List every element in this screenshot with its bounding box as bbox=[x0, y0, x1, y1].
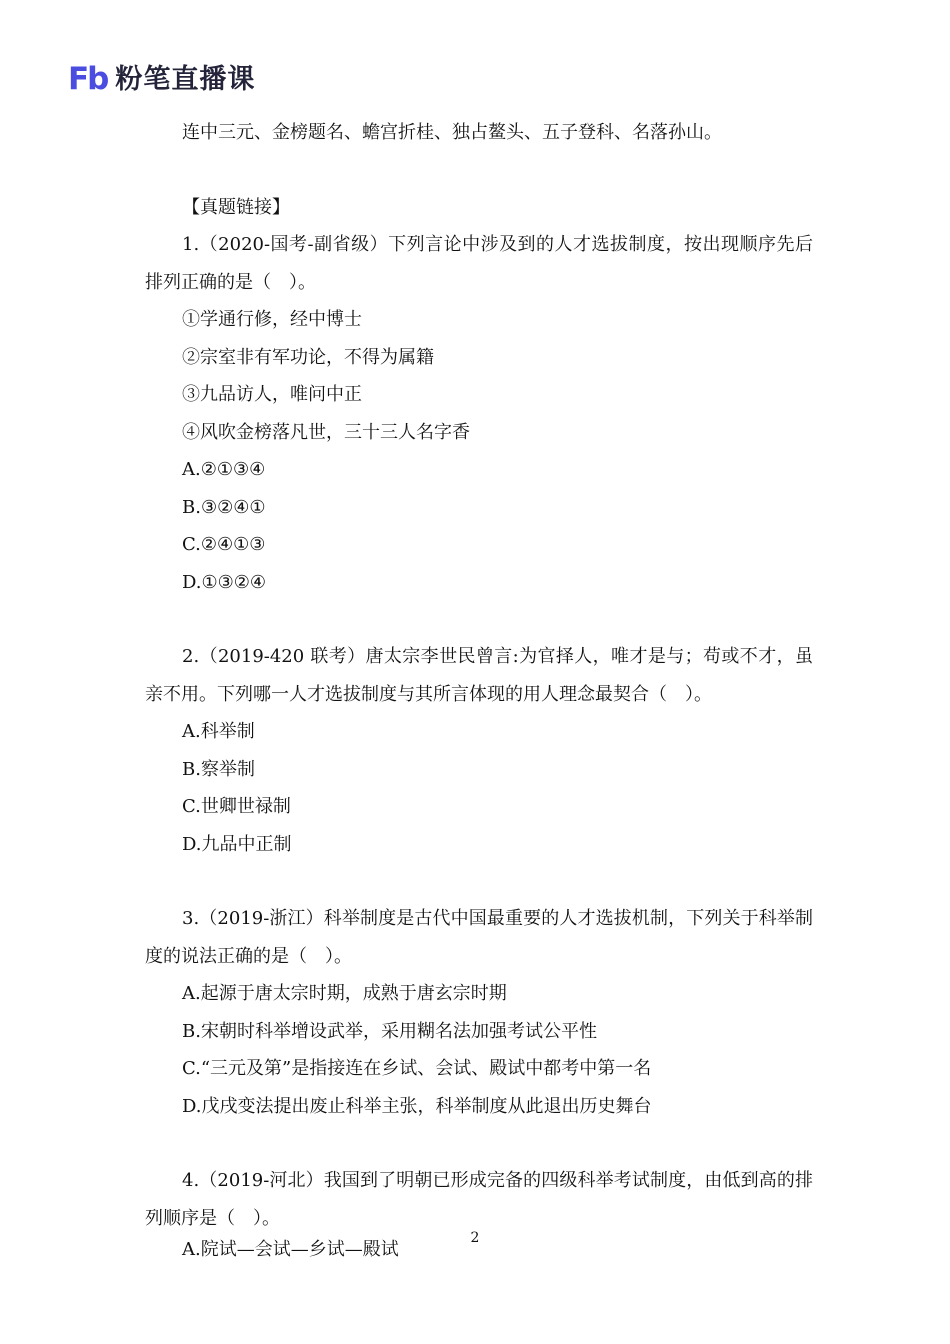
question-3-option: D.戊戌变法提出废止科举主张，科举制度从此退出历史舞台 bbox=[182, 1095, 652, 1117]
question-1-stem: 1.（2020-国考-副省级）下列言论中涉及到的人才选拔制度，按出现顺序先后排列正确的是（ ）。 bbox=[145, 234, 813, 293]
question-2-option: D.九品中正制 bbox=[182, 833, 292, 855]
question-1-statement: ②宗室非有军功论，不得为属籍 bbox=[182, 346, 434, 368]
question-2-option: C.世卿世禄制 bbox=[182, 796, 291, 817]
section-title: 【真题链接】 bbox=[182, 196, 290, 218]
question-2-option: B.察举制 bbox=[182, 758, 255, 780]
brand-name: 粉笔直播课 bbox=[115, 63, 256, 95]
question-3-option: B.宋朝时科举增设武举，采用糊名法加强考试公平性 bbox=[182, 1020, 597, 1042]
document-body bbox=[145, 114, 813, 1269]
question-1-statement: ③九品访人，唯问中正 bbox=[182, 384, 362, 405]
intro-line: 连中三元、金榜题名、蟾宫折桂、独占鳌头、五子登科、名落孙山。 bbox=[182, 122, 722, 143]
question-3-stem: 3.（2019-浙江）科举制度是古代中国最重要的人才选拔机制，下列关于科举制度的说法正确的是（ ）。 bbox=[145, 908, 813, 967]
question-3-option: A.起源于唐太宗时期，成熟于唐玄宗时期 bbox=[182, 983, 507, 1004]
question-4-stem: 4.（2019-河北）我国到了明朝已形成完备的四级科举考试制度，由低到高的排列顺序是（ ）。 bbox=[145, 1170, 813, 1229]
question-2-stem: 2.（2019-420 联考）唐太宗李世民曾言:为官择人，唯才是与；苟或不才，虽亲不用。下列哪一人才选拔制度与其所言体现的用人理念最契合（ ）。 bbox=[145, 646, 813, 705]
page-number: 2 bbox=[470, 1230, 480, 1246]
question-1-option: C.②④①③ bbox=[182, 534, 266, 555]
fb-logo-icon: Fb bbox=[68, 60, 108, 97]
question-3-option: C.“三元及第”是指接连在乡试、会试、殿试中都考中第一名 bbox=[182, 1058, 652, 1079]
question-1-option: B.③②④① bbox=[182, 496, 266, 518]
question-2-option: A.科举制 bbox=[182, 721, 255, 742]
question-1-statement: ①学通行修，经中博士 bbox=[182, 309, 362, 330]
question-1-statement: ④风吹金榜落凡世，三十三人名字香 bbox=[182, 421, 470, 443]
question-4-option: A.院试—会试—乡试—殿试 bbox=[182, 1239, 399, 1260]
question-1-option: A.②①③④ bbox=[182, 459, 266, 480]
brand-logo bbox=[68, 62, 255, 96]
question-1-option: D.①③②④ bbox=[182, 571, 267, 593]
